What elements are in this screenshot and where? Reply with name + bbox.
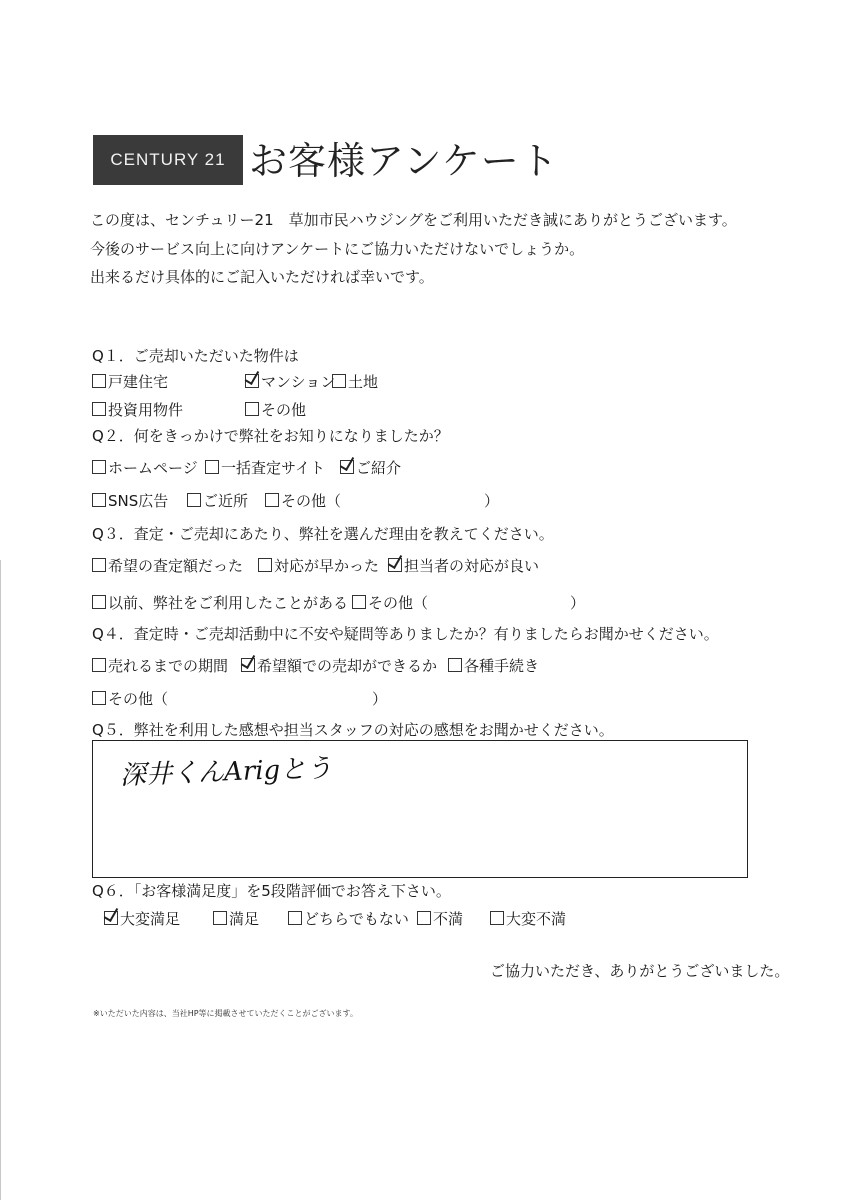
q6-label: Q６．「お客様満足度」を5段階評価でお答え下さい。 xyxy=(92,882,451,900)
q6-option-neutral[interactable]: どちらでもない xyxy=(288,908,409,929)
footnote: ※いただいた内容は、当社HP等に掲載させていただくことがございます。 xyxy=(93,1009,358,1018)
intro-line-2: 今後のサービス向上に向けアンケートにご協力いただけないでしょうか。 xyxy=(90,240,585,258)
q2-option-neighborhood[interactable]: ご近所 xyxy=(187,490,248,511)
q3-label: Q３．査定・ご売却にあたり、弊社を選んだ理由を教えてください。 xyxy=(92,525,554,543)
q2-option-referral[interactable]: ご紹介 xyxy=(340,457,401,478)
q2-option-bulk-appraisal[interactable]: 一括査定サイト xyxy=(205,457,325,478)
checkbox-icon xyxy=(92,374,106,388)
checkbox-icon xyxy=(92,493,106,507)
q2-label: Q２．何をきっかけで弊社をお知りになりましたか？ xyxy=(92,427,449,445)
q6-option-very-satisfied[interactable]: 大変満足 xyxy=(104,908,180,929)
logo-text: CENTURY 21 xyxy=(110,150,226,169)
q2-option-sns-ad[interactable]: SNS広告 xyxy=(92,490,168,511)
checkbox-icon xyxy=(352,595,366,609)
q3-option-used-before[interactable]: 以前、弊社をご利用したことがある xyxy=(92,592,348,613)
checkbox-icon xyxy=(288,911,302,925)
checkbox-icon xyxy=(92,460,106,474)
checkbox-icon xyxy=(92,402,106,416)
q2-option-other[interactable]: その他（ xyxy=(265,490,341,511)
checkbox-icon xyxy=(258,558,272,572)
closing-thanks: ご協力いただき、ありがとうございました。 xyxy=(490,962,790,980)
checked-checkbox-icon xyxy=(340,460,354,474)
q4-option-selling-period[interactable]: 売れるまでの期間 xyxy=(92,655,228,676)
checkbox-icon xyxy=(417,911,431,925)
checkbox-icon xyxy=(265,493,279,507)
q2-option-homepage[interactable]: ホームページ xyxy=(92,457,198,478)
checkbox-icon xyxy=(332,374,346,388)
q1-option-mansion[interactable]: マンション xyxy=(245,371,335,392)
q3-close-paren: ） xyxy=(570,594,586,612)
q4-label: Q４．査定時・ご売却活動中に不安や疑問等ありましたか？有りましたらお聞かせください。 xyxy=(92,625,719,643)
q4-close-paren: ） xyxy=(372,690,388,708)
q5-label: Q５．弊社を利用した感想や担当スタッフの対応の感想をお聞かせください。 xyxy=(92,721,614,739)
q1-option-detached-house[interactable]: 戸建住宅 xyxy=(92,371,168,392)
q3-option-desired-price[interactable]: 希望の査定額だった xyxy=(92,555,243,576)
checked-checkbox-icon xyxy=(104,911,118,925)
page-title: お客様アンケート xyxy=(249,139,559,183)
q6-option-satisfied[interactable]: 満足 xyxy=(213,908,259,929)
checked-checkbox-icon xyxy=(388,558,402,572)
checkbox-icon xyxy=(205,460,219,474)
q2-close-paren: ） xyxy=(484,492,500,510)
checkbox-icon xyxy=(92,691,106,705)
checkbox-icon xyxy=(92,595,106,609)
q6-option-dissatisfied[interactable]: 不満 xyxy=(417,908,463,929)
checkbox-icon xyxy=(187,493,201,507)
checkbox-icon xyxy=(490,911,504,925)
checkbox-icon xyxy=(245,402,259,416)
checkbox-icon xyxy=(92,658,106,672)
checkbox-icon xyxy=(448,658,462,672)
q1-label: Q１．ご売却いただいた物件は xyxy=(92,347,299,365)
checkbox-icon xyxy=(92,558,106,572)
checkbox-icon xyxy=(213,911,227,925)
q4-option-procedures[interactable]: 各種手続き xyxy=(448,655,539,676)
q4-option-desired-price-sale[interactable]: 希望額での売却ができるか xyxy=(241,655,437,676)
q3-option-good-staff[interactable]: 担当者の対応が良い xyxy=(388,555,539,576)
q5-handwritten-answer: 深井くんArigとう xyxy=(119,753,333,791)
intro-line-3: 出来るだけ具体的にご記入いただければ幸いです。 xyxy=(90,268,434,286)
scan-edge-line xyxy=(0,560,1,1200)
checked-checkbox-icon xyxy=(241,658,255,672)
q1-option-investment[interactable]: 投資用物件 xyxy=(92,399,183,420)
q3-option-other[interactable]: その他（ xyxy=(352,592,428,613)
q1-option-land[interactable]: 土地 xyxy=(332,371,378,392)
q1-option-other[interactable]: その他 xyxy=(245,399,306,420)
checked-checkbox-icon xyxy=(245,374,259,388)
q4-option-other[interactable]: その他（ xyxy=(92,688,168,709)
century21-logo xyxy=(93,135,243,185)
q3-option-fast-response[interactable]: 対応が早かった xyxy=(258,555,379,576)
intro-line-1: この度は、センチュリー21 草加市民ハウジングをご利用いただき誠にありがとうございます。 xyxy=(90,211,737,229)
q6-option-very-dissatisfied[interactable]: 大変不満 xyxy=(490,908,566,929)
